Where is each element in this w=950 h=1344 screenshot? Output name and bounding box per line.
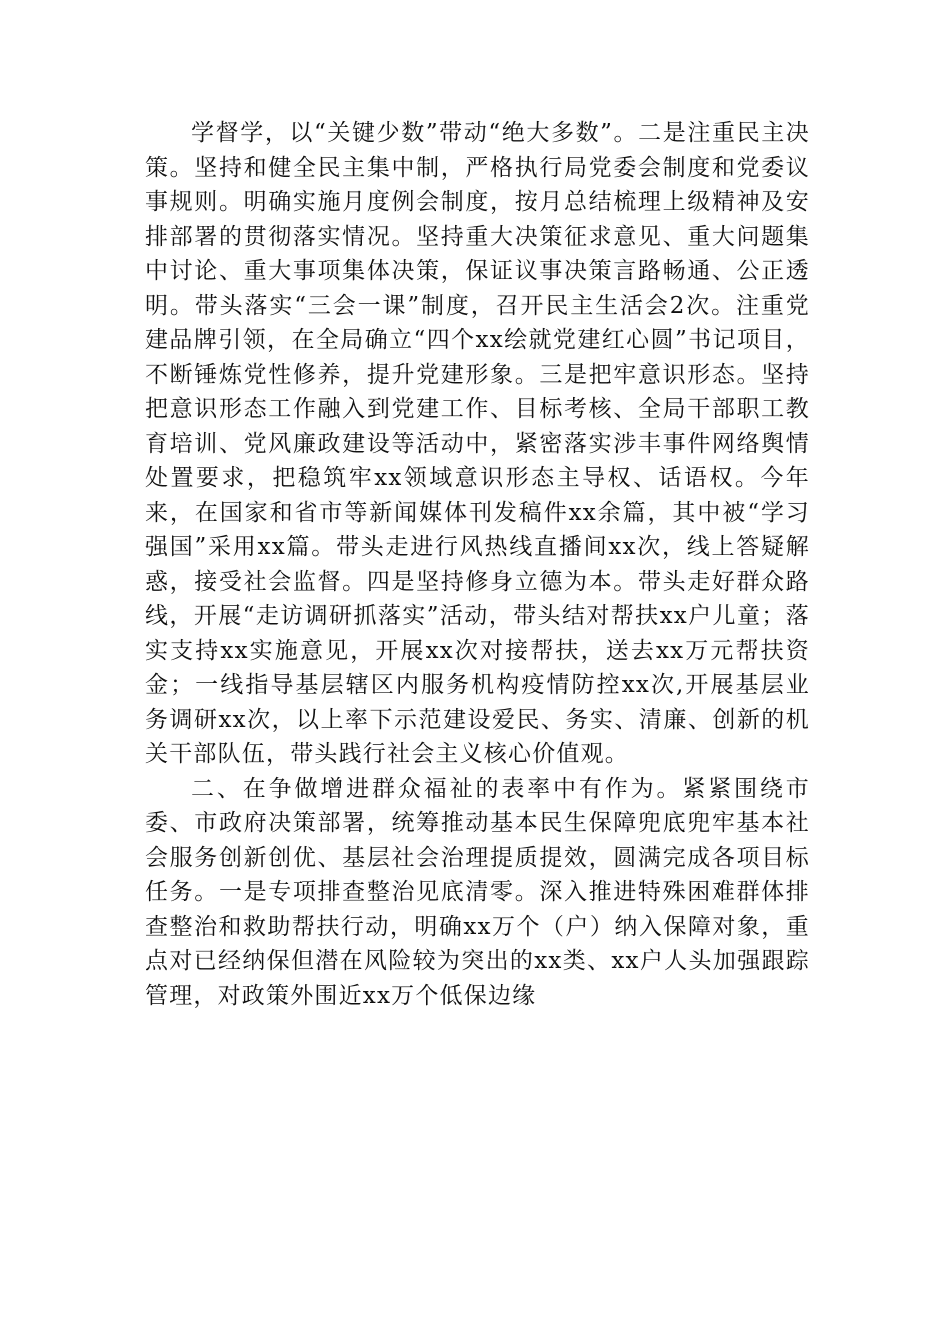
paragraph-public-welfare: 二、在争做增进群众福祉的表率中有作为。紧紧围绕市委、市政府决策部署，统筹推动基本民生保障兜底兜牢基本社会服务创新创优、基层社会治理提质提效，圆满完成各项目标任务。一是专项排查整治见底清零。深入推进特殊困难群体排查整治和救助帮扶行动，明确xx万个（户）纳入保障对象，重点对已经纳保但潜在风险较为突出的xx类、xx户人头加强跟踪管理，对政策外围近xx万个低保边缘 bbox=[145, 775, 810, 1009]
document-body bbox=[145, 116, 810, 1013]
paragraph-party-building: 学督学，以“关键少数”带动“绝大多数”。二是注重民主决策。坚持和健全民主集中制，严格执行局党委会制度和党委议事规则。明确实施月度例会制度，按月总结梳理上级精神及安排部署的贯彻落实情况。坚持重大决策征求意见、重大问题集中讨论、重大事项集体决策，保证议事决策言路畅通、公正透明。带头落实“三会一课”制度，召开民主生活会2次。注重党建品牌引领，在全局确立“四个xx绘就党建红心圆”书记项目，不断锤炼党性修养，提升党建形象。三是把牢意识形态。坚持把意识形态工作融入到党建工作、目标考核、全局干部职工教育培训、党风廉政建设等活动中，紧密落实涉丰事件网络舆情处置要求，把稳筑牢xx领域意识形态主导权、话语权。今年来，在国家和省市等新闻媒体刊发稿件xx余篇，其中被“学习强国”采用xx篇。带头走进行风热线直播间xx次，线上答疑解惑，接受社会监督。四是坚持修身立德为本。带头走好群众路线，开展“走访调研抓落实”活动，带头结对帮扶xx户儿童；落实支持xx实施意见，开展xx次对接帮扶，送去xx万元帮扶资金；一线指导基层辖区内服务机构疫情防控xx次,开展基层业务调研xx次，以上率下示范建设爱民、务实、清廉、创新的机关干部队伍，带头践行社会主义核心价值观。 bbox=[145, 120, 810, 767]
